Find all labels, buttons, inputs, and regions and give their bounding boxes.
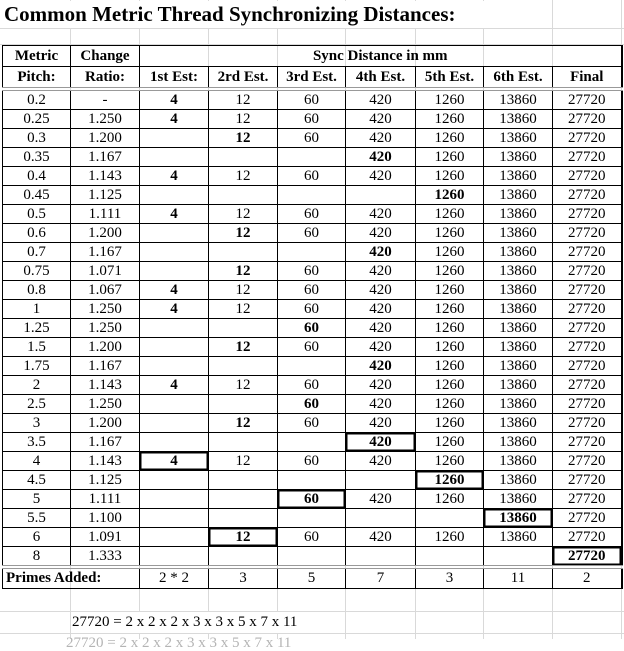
sync-distance-cell: 27720 bbox=[553, 281, 622, 300]
table-row bbox=[3, 433, 622, 452]
sync-distance-cell: 12 bbox=[209, 338, 278, 357]
pitch-cell: 4 bbox=[3, 452, 71, 471]
sync-distance-cell bbox=[209, 547, 278, 568]
pitch-cell: 0.7 bbox=[3, 243, 71, 262]
table-row bbox=[3, 205, 622, 224]
sync-distance-cell bbox=[140, 414, 209, 433]
sync-distance-cell bbox=[209, 509, 278, 528]
pitch-cell: 5.5 bbox=[3, 509, 71, 528]
pitch-cell: 0.25 bbox=[3, 110, 71, 129]
primes-label: Primes Added: bbox=[3, 567, 140, 589]
table-row bbox=[3, 262, 622, 281]
sync-distance-cell: 420 bbox=[346, 452, 416, 471]
table-body bbox=[3, 46, 622, 589]
sync-distance-cell: 27720 bbox=[553, 490, 622, 509]
sync-distance-cell: 420 bbox=[346, 129, 416, 148]
sync-distance-cell: 12 bbox=[209, 414, 278, 433]
ratio-cell: 1.143 bbox=[71, 376, 140, 395]
sync-distance-cell: 60 bbox=[278, 376, 346, 395]
sync-distance-cell: 4 bbox=[140, 376, 209, 395]
sync-distance-cell: 13860 bbox=[484, 395, 553, 414]
sync-distance-cell bbox=[140, 433, 209, 452]
sync-distance-cell bbox=[209, 490, 278, 509]
pitch-cell: 1.25 bbox=[3, 319, 71, 338]
pitch-cell: 0.8 bbox=[3, 281, 71, 300]
sync-distance-cell: 27720 bbox=[553, 395, 622, 414]
sync-distance-cell: 13860 bbox=[484, 224, 553, 243]
ratio-cell: 1.200 bbox=[71, 129, 140, 148]
primes-value-cell: 3 bbox=[209, 567, 278, 589]
sync-distance-cell bbox=[484, 547, 553, 568]
sync-distance-cell: 12 bbox=[209, 281, 278, 300]
sync-distance-cell: 420 bbox=[346, 338, 416, 357]
pitch-cell: 2.5 bbox=[3, 395, 71, 414]
sync-distance-cell: 420 bbox=[346, 433, 416, 452]
table-row bbox=[3, 376, 622, 395]
pitch-cell: 2 bbox=[3, 376, 71, 395]
pitch-cell: 0.5 bbox=[3, 205, 71, 224]
sync-distance-cell: 420 bbox=[346, 167, 416, 186]
ratio-cell: 1.111 bbox=[71, 490, 140, 509]
ratio-cell: 1.167 bbox=[71, 243, 140, 262]
table-row bbox=[3, 129, 622, 148]
sync-distance-cell: 27720 bbox=[553, 89, 622, 110]
sync-distance-cell: 13860 bbox=[484, 433, 553, 452]
cutoff-text-artifact: 27720 = 2 x 2 x 2 x 3 x 3 x 5 x 7 x 11 bbox=[66, 635, 292, 651]
ratio-cell: 1.200 bbox=[71, 224, 140, 243]
header-final: Final bbox=[553, 67, 622, 90]
sync-distance-cell: 1260 bbox=[416, 433, 484, 452]
sync-distance-cell: 60 bbox=[278, 129, 346, 148]
sync-distance-cell: 27720 bbox=[553, 319, 622, 338]
header-est-6: 6th Est. bbox=[484, 67, 553, 90]
sync-distance-cell: 60 bbox=[278, 319, 346, 338]
pitch-cell: 3 bbox=[3, 414, 71, 433]
sync-distance-cell: 1260 bbox=[416, 300, 484, 319]
table-row bbox=[3, 452, 622, 471]
sync-distance-cell: 13860 bbox=[484, 509, 553, 528]
sync-distance-cell: 1260 bbox=[416, 395, 484, 414]
sync-distance-cell: 420 bbox=[346, 148, 416, 167]
sync-distance-cell: 1260 bbox=[416, 129, 484, 148]
sync-distance-cell bbox=[209, 186, 278, 205]
sync-distance-cell: 420 bbox=[346, 262, 416, 281]
sync-distance-cell: 60 bbox=[278, 205, 346, 224]
header-change: Change bbox=[71, 46, 140, 67]
sync-distance-cell: 27720 bbox=[553, 528, 622, 547]
sync-distance-cell: 60 bbox=[278, 528, 346, 547]
sync-distance-cell bbox=[278, 186, 346, 205]
ratio-cell: 1.200 bbox=[71, 414, 140, 433]
sync-distance-cell: 4 bbox=[140, 89, 209, 110]
header-ratio: Ratio: bbox=[71, 67, 140, 90]
sync-distance-cell: 27720 bbox=[553, 376, 622, 395]
sync-distance-cell: 13860 bbox=[484, 471, 553, 490]
sync-distance-cell bbox=[140, 490, 209, 509]
sync-distance-cell: 420 bbox=[346, 490, 416, 509]
table-row bbox=[3, 281, 622, 300]
sync-distance-cell bbox=[209, 357, 278, 376]
sync-distance-cell bbox=[209, 148, 278, 167]
sync-distance-cell bbox=[278, 547, 346, 568]
primes-value-cell: 5 bbox=[278, 567, 346, 589]
sync-distance-cell: 27720 bbox=[553, 414, 622, 433]
sync-distance-cell: 60 bbox=[278, 395, 346, 414]
sync-distance-cell: 420 bbox=[346, 205, 416, 224]
sync-distance-cell: 1260 bbox=[416, 528, 484, 547]
table-row bbox=[3, 357, 622, 376]
ratio-cell: 1.100 bbox=[71, 509, 140, 528]
sync-distance-cell: 1260 bbox=[416, 281, 484, 300]
pitch-cell: 0.45 bbox=[3, 186, 71, 205]
primes-value-cell: 2 bbox=[553, 567, 622, 589]
header-est-4: 4th Est. bbox=[346, 67, 416, 90]
sync-distance-cell: 420 bbox=[346, 300, 416, 319]
sync-distance-cell: 27720 bbox=[553, 452, 622, 471]
table-row bbox=[3, 319, 622, 338]
sync-distance-cell: 13860 bbox=[484, 110, 553, 129]
sync-distance-cell: 1260 bbox=[416, 167, 484, 186]
sync-distance-cell bbox=[346, 186, 416, 205]
table-row bbox=[3, 243, 622, 262]
table-row bbox=[3, 490, 622, 509]
sync-distance-cell bbox=[416, 547, 484, 568]
header-est-3: 3rd Est. bbox=[278, 67, 346, 90]
sync-distance-cell: 27720 bbox=[553, 243, 622, 262]
ratio-cell: 1.111 bbox=[71, 205, 140, 224]
sync-distance-cell bbox=[278, 357, 346, 376]
sync-distance-cell bbox=[209, 319, 278, 338]
primes-value-cell: 2 * 2 bbox=[140, 567, 209, 589]
table-row bbox=[3, 338, 622, 357]
sync-distance-cell: 13860 bbox=[484, 205, 553, 224]
pitch-cell: 0.35 bbox=[3, 148, 71, 167]
sync-distance-cell bbox=[278, 509, 346, 528]
sync-distance-cell: 420 bbox=[346, 319, 416, 338]
sync-distance-cell bbox=[346, 509, 416, 528]
primes-value-cell: 3 bbox=[416, 567, 484, 589]
sync-distance-cell: 13860 bbox=[484, 148, 553, 167]
sync-distance-cell: 13860 bbox=[484, 376, 553, 395]
ratio-cell: 1.200 bbox=[71, 338, 140, 357]
sync-distance-cell: 420 bbox=[346, 357, 416, 376]
ratio-cell: 1.167 bbox=[71, 148, 140, 167]
sync-distance-cell: 60 bbox=[278, 452, 346, 471]
header-pitch: Pitch: bbox=[3, 67, 71, 90]
ratio-cell: 1.250 bbox=[71, 319, 140, 338]
primes-value-cell: 7 bbox=[346, 567, 416, 589]
sync-distance-cell bbox=[140, 262, 209, 281]
sync-distance-cell: 27720 bbox=[553, 433, 622, 452]
sync-distance-cell bbox=[140, 338, 209, 357]
sync-distance-cell: 1260 bbox=[416, 110, 484, 129]
gridline-horizontal bbox=[0, 28, 624, 29]
sync-distance-cell: 4 bbox=[140, 452, 209, 471]
sync-distance-cell bbox=[140, 471, 209, 490]
header-metric: Metric bbox=[3, 46, 71, 67]
sync-distance-cell: 13860 bbox=[484, 89, 553, 110]
table-row bbox=[3, 110, 622, 129]
pitch-cell: 1.5 bbox=[3, 338, 71, 357]
sync-distance-cell bbox=[346, 471, 416, 490]
sync-distance-cell: 1260 bbox=[416, 224, 484, 243]
sync-distance-cell: 12 bbox=[209, 224, 278, 243]
sync-distance-cell: 12 bbox=[209, 89, 278, 110]
sync-distance-cell: 60 bbox=[278, 338, 346, 357]
sync-distance-cell: 12 bbox=[209, 300, 278, 319]
table-row bbox=[3, 509, 622, 528]
pitch-cell: 0.6 bbox=[3, 224, 71, 243]
sync-distance-cell: 13860 bbox=[484, 300, 553, 319]
sync-distance-cell: 1260 bbox=[416, 414, 484, 433]
gridline-horizontal bbox=[0, 633, 624, 634]
ratio-cell: 1.125 bbox=[71, 471, 140, 490]
ratio-cell: 1.067 bbox=[71, 281, 140, 300]
table-row bbox=[3, 224, 622, 243]
sync-distance-cell: 27720 bbox=[553, 148, 622, 167]
pitch-cell: 6 bbox=[3, 528, 71, 547]
sync-distance-cell: 60 bbox=[278, 490, 346, 509]
sync-distance-cell bbox=[140, 224, 209, 243]
page-title: Common Metric Thread Synchronizing Distances: bbox=[2, 1, 504, 28]
sync-distance-cell: 27720 bbox=[553, 338, 622, 357]
header-row-group bbox=[3, 46, 622, 67]
sync-distance-cell: 12 bbox=[209, 129, 278, 148]
sync-distance-cell: 60 bbox=[278, 224, 346, 243]
sync-distance-cell: 60 bbox=[278, 262, 346, 281]
sync-distance-cell bbox=[278, 433, 346, 452]
ratio-cell: 1.167 bbox=[71, 357, 140, 376]
sync-distance-cell: 1260 bbox=[416, 186, 484, 205]
sync-distance-cell: 27720 bbox=[553, 110, 622, 129]
sync-distance-cell: 27720 bbox=[553, 129, 622, 148]
sync-distance-cell: 27720 bbox=[553, 509, 622, 528]
sync-distance-cell: 13860 bbox=[484, 243, 553, 262]
ratio-cell: 1.250 bbox=[71, 300, 140, 319]
sync-distance-table bbox=[2, 45, 623, 589]
sync-distance-cell bbox=[140, 357, 209, 376]
pitch-cell: 3.5 bbox=[3, 433, 71, 452]
primes-added-row bbox=[3, 567, 622, 589]
table-row bbox=[3, 300, 622, 319]
sync-distance-cell: 1260 bbox=[416, 89, 484, 110]
sync-distance-cell: 420 bbox=[346, 89, 416, 110]
sync-distance-cell: 1260 bbox=[416, 319, 484, 338]
sync-distance-cell bbox=[278, 471, 346, 490]
sync-distance-cell: 13860 bbox=[484, 414, 553, 433]
sync-distance-cell: 4 bbox=[140, 110, 209, 129]
sync-distance-cell: 4 bbox=[140, 281, 209, 300]
sync-distance-cell: 13860 bbox=[484, 281, 553, 300]
sync-distance-cell: 420 bbox=[346, 395, 416, 414]
ratio-cell: 1.143 bbox=[71, 452, 140, 471]
ratio-cell: 1.250 bbox=[71, 395, 140, 414]
sync-distance-cell: 60 bbox=[278, 167, 346, 186]
sync-distance-cell: 12 bbox=[209, 205, 278, 224]
header-est-1: 1st Est: bbox=[140, 67, 209, 90]
sync-distance-cell: 12 bbox=[209, 528, 278, 547]
sync-distance-cell: 27720 bbox=[553, 262, 622, 281]
table-row bbox=[3, 148, 622, 167]
sync-distance-cell: 60 bbox=[278, 300, 346, 319]
sync-distance-cell: 27720 bbox=[553, 300, 622, 319]
ratio-cell: 1.250 bbox=[71, 110, 140, 129]
table-row bbox=[3, 89, 622, 110]
sync-distance-cell bbox=[278, 243, 346, 262]
sync-distance-cell: 420 bbox=[346, 281, 416, 300]
sync-distance-cell: 1260 bbox=[416, 148, 484, 167]
sync-distance-cell: 27720 bbox=[553, 186, 622, 205]
pitch-cell: 4.5 bbox=[3, 471, 71, 490]
sync-distance-cell bbox=[140, 528, 209, 547]
primes-value-cell: 11 bbox=[484, 567, 553, 589]
table-row bbox=[3, 547, 622, 568]
sync-distance-cell: 60 bbox=[278, 281, 346, 300]
factorization-note: 27720 = 2 x 2 x 2 x 3 x 3 x 5 x 7 x 11 bbox=[72, 612, 303, 633]
pitch-cell: 5 bbox=[3, 490, 71, 509]
pitch-cell: 0.3 bbox=[3, 129, 71, 148]
pitch-cell: 1 bbox=[3, 300, 71, 319]
sync-distance-cell: 13860 bbox=[484, 186, 553, 205]
sync-distance-cell: 420 bbox=[346, 224, 416, 243]
ratio-cell: 1.091 bbox=[71, 528, 140, 547]
sync-distance-cell: 13860 bbox=[484, 129, 553, 148]
pitch-cell: 0.75 bbox=[3, 262, 71, 281]
sync-distance-cell: 13860 bbox=[484, 262, 553, 281]
sync-distance-cell: 420 bbox=[346, 243, 416, 262]
ratio-cell: 1.125 bbox=[71, 186, 140, 205]
sync-distance-cell: 27720 bbox=[553, 547, 622, 568]
sync-distance-cell: 27720 bbox=[553, 224, 622, 243]
sync-distance-cell: 1260 bbox=[416, 243, 484, 262]
sync-distance-cell: 420 bbox=[346, 110, 416, 129]
sync-distance-cell: 13860 bbox=[484, 528, 553, 547]
sync-distance-cell bbox=[140, 186, 209, 205]
header-est-2: 2rd Est. bbox=[209, 67, 278, 90]
sync-distance-cell: 1260 bbox=[416, 471, 484, 490]
ratio-cell: 1.333 bbox=[71, 547, 140, 568]
table-row bbox=[3, 414, 622, 433]
sync-distance-cell: 420 bbox=[346, 528, 416, 547]
pitch-cell: 1.75 bbox=[3, 357, 71, 376]
sync-distance-cell: 13860 bbox=[484, 319, 553, 338]
ratio-cell: - bbox=[71, 89, 140, 110]
table-row bbox=[3, 395, 622, 414]
sync-distance-cell: 13860 bbox=[484, 452, 553, 471]
sync-distance-cell: 12 bbox=[209, 167, 278, 186]
sync-distance-cell: 60 bbox=[278, 414, 346, 433]
sync-distance-cell: 1260 bbox=[416, 452, 484, 471]
sync-distance-cell: 60 bbox=[278, 110, 346, 129]
sync-distance-cell: 1260 bbox=[416, 205, 484, 224]
sync-distance-cell: 12 bbox=[209, 262, 278, 281]
sync-distance-cell: 13860 bbox=[484, 338, 553, 357]
table-row bbox=[3, 167, 622, 186]
sync-distance-cell bbox=[209, 433, 278, 452]
header-est-5: 5th Est. bbox=[416, 67, 484, 90]
sync-distance-cell bbox=[140, 547, 209, 568]
sync-distance-cell: 27720 bbox=[553, 167, 622, 186]
sync-distance-cell: 27720 bbox=[553, 357, 622, 376]
sync-distance-cell: 13860 bbox=[484, 490, 553, 509]
pitch-cell: 8 bbox=[3, 547, 71, 568]
sync-distance-cell: 4 bbox=[140, 205, 209, 224]
sync-distance-cell bbox=[209, 243, 278, 262]
sync-distance-cell: 13860 bbox=[484, 357, 553, 376]
sync-distance-cell: 27720 bbox=[553, 205, 622, 224]
sync-distance-cell: 1260 bbox=[416, 357, 484, 376]
pitch-cell: 0.2 bbox=[3, 89, 71, 110]
table-row bbox=[3, 471, 622, 490]
sync-distance-cell bbox=[140, 319, 209, 338]
sync-distance-cell bbox=[140, 148, 209, 167]
sync-distance-cell: 13860 bbox=[484, 167, 553, 186]
sync-distance-cell: 420 bbox=[346, 376, 416, 395]
sync-distance-cell: 1260 bbox=[416, 338, 484, 357]
ratio-cell: 1.167 bbox=[71, 433, 140, 452]
sync-distance-cell bbox=[346, 547, 416, 568]
pitch-cell: 0.4 bbox=[3, 167, 71, 186]
sync-distance-cell: 27720 bbox=[553, 471, 622, 490]
sync-distance-cell: 4 bbox=[140, 167, 209, 186]
sync-distance-cell: 420 bbox=[346, 414, 416, 433]
ratio-cell: 1.071 bbox=[71, 262, 140, 281]
header-row-columns bbox=[3, 67, 622, 90]
sync-distance-cell bbox=[140, 243, 209, 262]
sync-distance-cell bbox=[209, 395, 278, 414]
table-row bbox=[3, 528, 622, 547]
sync-distance-cell: 1260 bbox=[416, 490, 484, 509]
sync-distance-cell bbox=[209, 471, 278, 490]
sync-distance-cell: 12 bbox=[209, 376, 278, 395]
sync-distance-cell bbox=[140, 395, 209, 414]
sync-distance-cell: 4 bbox=[140, 300, 209, 319]
header-sync-distance: Sync Distance in mm bbox=[140, 46, 622, 67]
sync-distance-cell bbox=[278, 148, 346, 167]
sync-distance-cell: 12 bbox=[209, 110, 278, 129]
ratio-cell: 1.143 bbox=[71, 167, 140, 186]
sync-distance-cell bbox=[140, 509, 209, 528]
table-row bbox=[3, 186, 622, 205]
sync-distance-cell: 1260 bbox=[416, 376, 484, 395]
sync-distance-cell bbox=[416, 509, 484, 528]
sync-distance-cell: 12 bbox=[209, 452, 278, 471]
sync-distance-cell bbox=[140, 129, 209, 148]
sync-distance-cell: 1260 bbox=[416, 262, 484, 281]
sync-distance-cell: 60 bbox=[278, 89, 346, 110]
